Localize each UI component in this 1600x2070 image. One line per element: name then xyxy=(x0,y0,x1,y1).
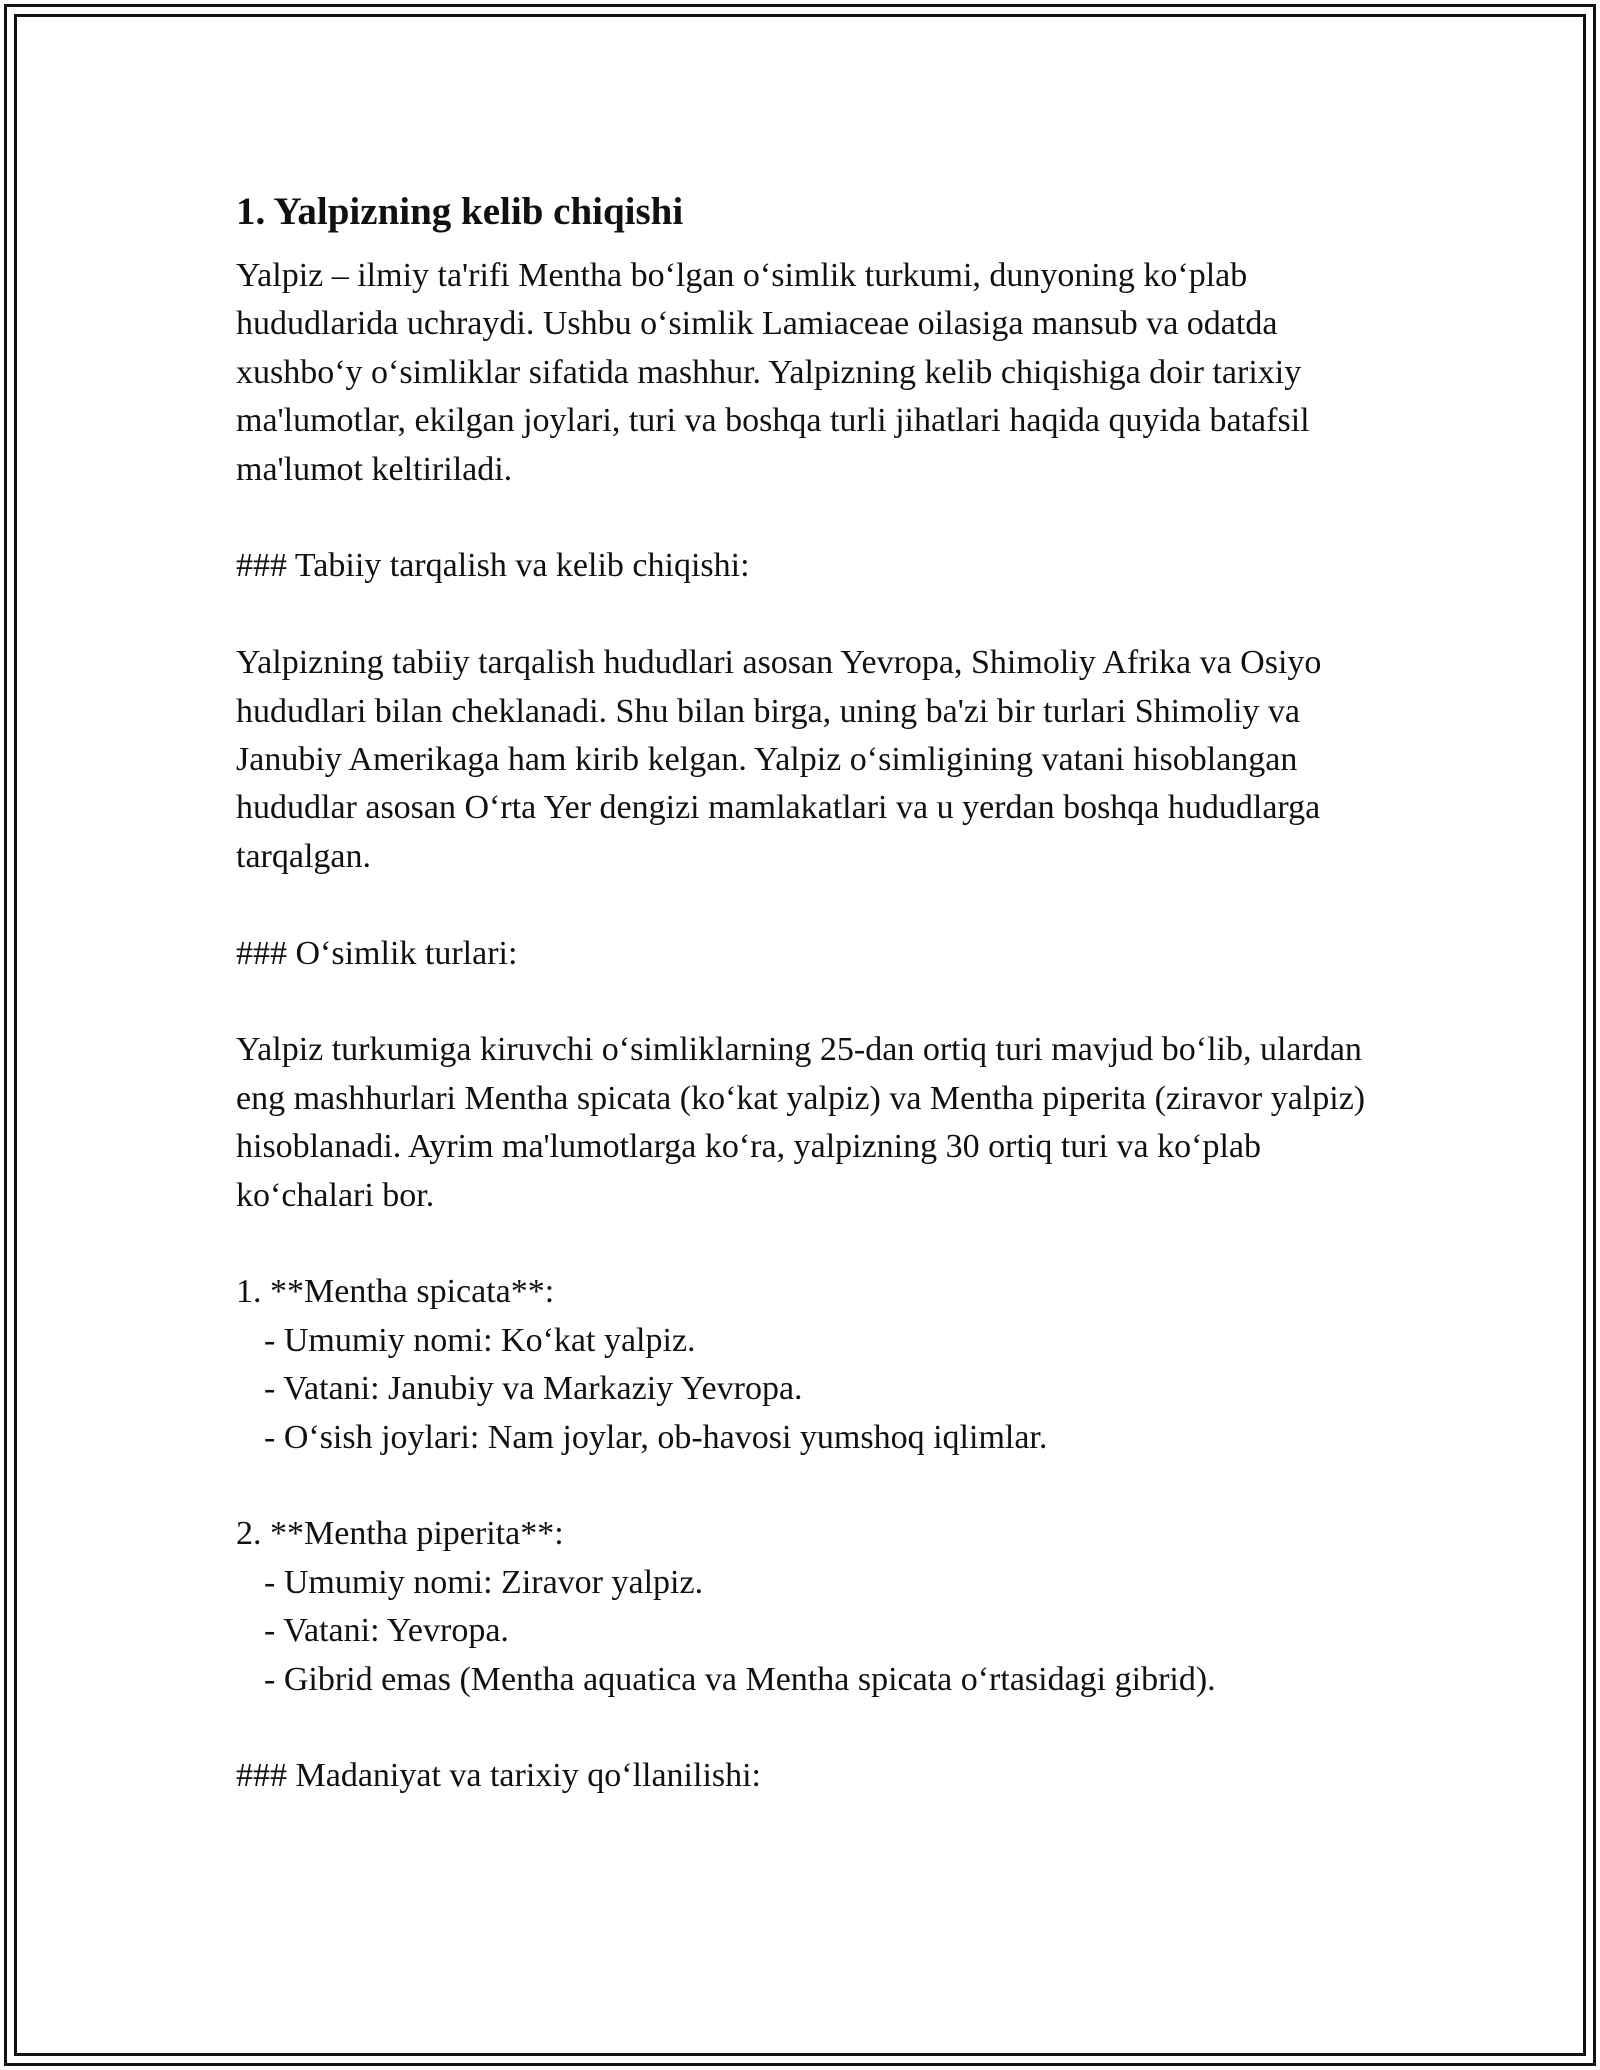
species-detail: - O‘sish joylari: Nam joylar, ob-havosi yumshoq iqlimlar. xyxy=(264,1418,1048,1456)
species-detail: - Vatani: Janubiy va Markaziy Yevropa. xyxy=(264,1370,803,1408)
heading-natural-distribution: ### Tabiiy tarqalish va kelib chiqishi: xyxy=(236,547,750,585)
heading-plant-types: ### O‘simlik turlari: xyxy=(236,934,518,972)
heading-culture-history: ### Madaniyat va tarixiy qo‘llanilishi: xyxy=(236,1757,762,1795)
document-body xyxy=(236,186,1386,1801)
species-detail: - Umumiy nomi: Ziravor yalpiz. xyxy=(264,1563,704,1601)
plant-types-paragraph: Yalpiz turkumiga kiruvchi o‘simliklarning 25-dan ortiq turi mavjud bo‘lib, ulardan eng mashhurlari Mentha spicata (ko‘kat yalpiz) va Mentha piperita (ziravor yalpiz) hisoblanadi. Ayrim ma'lumotlarga ko‘ra, yalpizning 30 ortiq turi va ko‘plab ko‘chalari bor. xyxy=(236,1031,1366,1214)
species-detail: - Gibrid emas (Mentha aquatica va Mentha spicata o‘rtasidagi gibrid). xyxy=(264,1660,1216,1698)
intro-paragraph: Yalpiz – ilmiy ta'rifi Mentha bo‘lgan o‘simlik turkumi, dunyoning ko‘plab hududlarida uchraydi. Ushbu o‘simlik Lamiaceae oilasiga mansub va odatda xushbo‘y o‘simliklar sifatida mashhur. Yalpizning kelib chiqishiga doir tarixiy ma'lumotlar, ekilgan joylari, turi va boshqa turli jihatlari haqida quyida batafsil ma'lumot keltiriladi. xyxy=(236,257,1310,488)
species-title: 1. **Mentha spicata**: xyxy=(236,1273,555,1311)
species-title: 2. **Mentha piperita**: xyxy=(236,1515,564,1553)
document-title: 1. Yalpizning kelib chiqishi xyxy=(236,190,684,233)
natural-distribution-paragraph: Yalpizning tabiiy tarqalish hududlari asosan Yevropa, Shimoliy Afrika va Osiyo hududlari bilan cheklanadi. Shu bilan birga, uning ba'zi bir turlari Shimoliy va Janubiy Amerikaga ham kirib kelgan. Yalpiz o‘simligining vatani hisoblangan hududlar asosan O‘rta Yer dengizi mamlakatlari va u yerdan boshqa hududlarga tarqalgan. xyxy=(236,644,1322,875)
species-list-item xyxy=(236,1268,1386,1462)
species-detail: - Umumiy nomi: Ko‘kat yalpiz. xyxy=(264,1321,696,1359)
species-detail: - Vatani: Yevropa. xyxy=(264,1612,509,1650)
species-list-item xyxy=(236,1510,1386,1704)
